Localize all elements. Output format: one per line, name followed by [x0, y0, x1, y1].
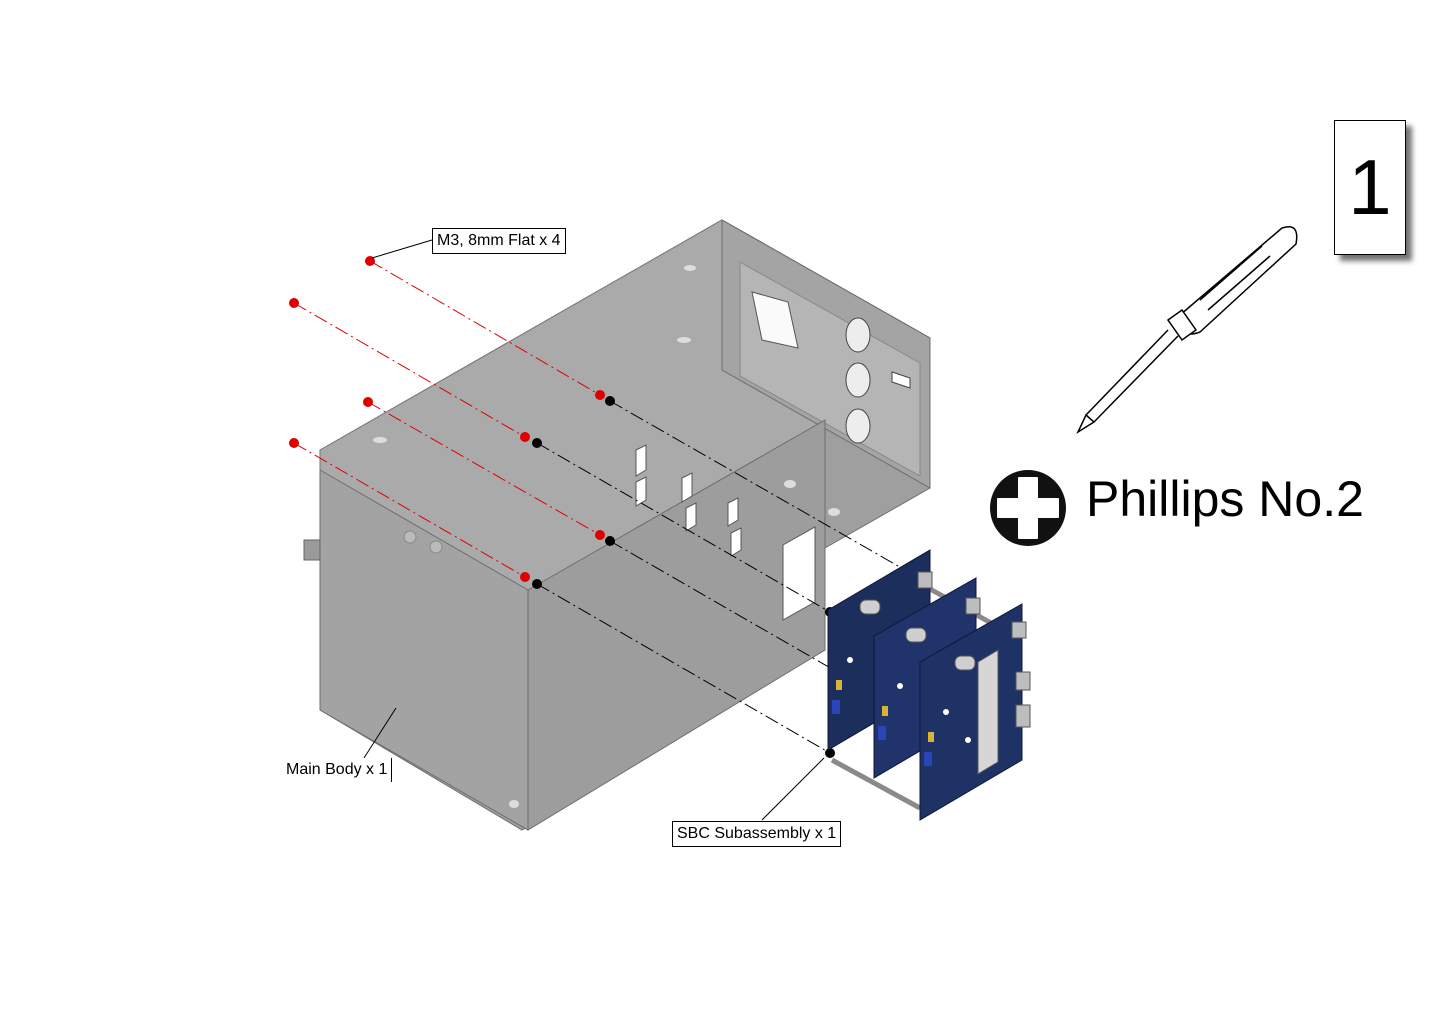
step-number: 1 — [1334, 120, 1406, 255]
screws-leader — [372, 240, 432, 258]
main-body-callout: Main Body x 1 — [282, 758, 392, 782]
tool-label: Phillips No.2 — [1086, 471, 1364, 527]
phillips-head-icon — [990, 470, 1066, 546]
screws-callout: M3, 8mm Flat x 4 — [432, 228, 566, 254]
sbc-leader — [762, 758, 824, 820]
screw-4 — [289, 438, 299, 448]
port-hole-2 — [846, 363, 870, 397]
sbc-callout: SBC Subassembly x 1 — [672, 821, 841, 847]
sbc-subassembly — [828, 550, 1030, 820]
screwdriver-icon — [1078, 227, 1297, 432]
port-hole-3 — [846, 409, 870, 443]
port-hole-1 — [846, 318, 870, 352]
screw-2 — [289, 298, 299, 308]
screw-3 — [363, 397, 373, 407]
